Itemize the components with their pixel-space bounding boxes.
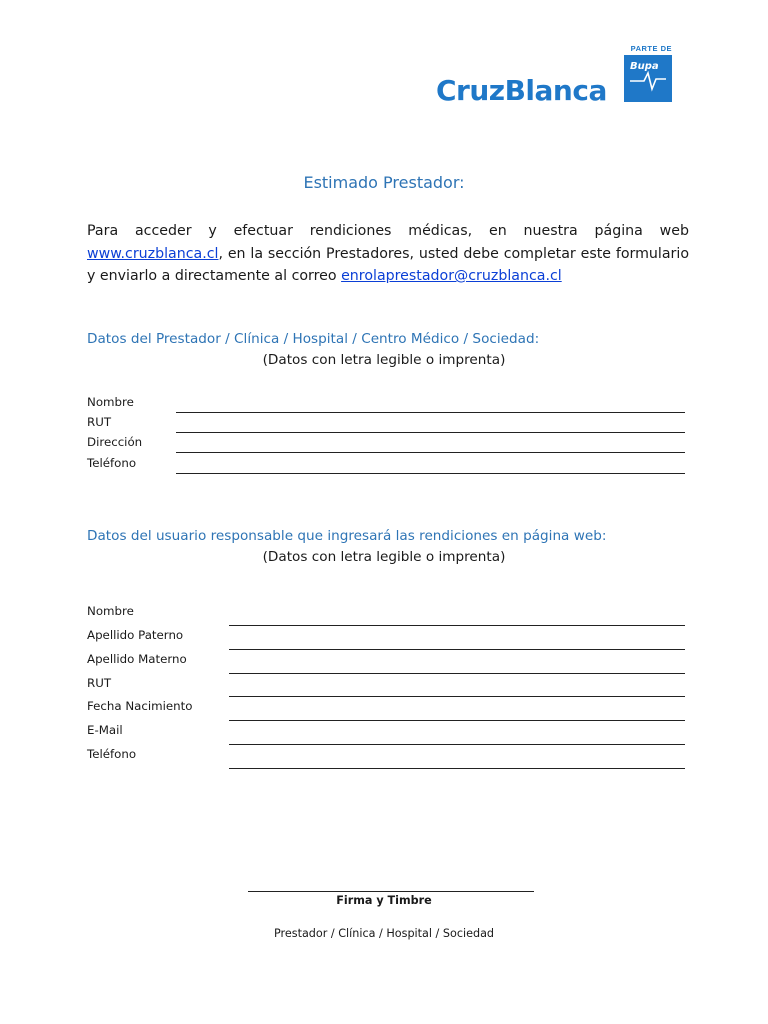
provider-address-label: Dirección <box>87 435 143 449</box>
intro-text-2: , en la sección Prestadores, usted debe completar este formulario y enviarlo a directamente al correo <box>87 245 689 284</box>
signature-label: Firma y Timbre <box>336 894 432 907</box>
provider-phone-label: Teléfono <box>87 456 137 470</box>
email-link[interactable]: enrolaprestador@cruzblanca.cl <box>341 268 562 284</box>
user-phone-label: Teléfono <box>87 747 137 761</box>
user-maternal-surname-field[interactable] <box>229 673 685 674</box>
section2-title: Datos del usuario responsable que ingresará las rendiciones en página web: <box>87 528 607 544</box>
user-email-label: E-Mail <box>87 723 123 737</box>
cruzblanca-logo <box>436 44 672 108</box>
heartbeat-icon <box>628 65 668 95</box>
user-name-field[interactable] <box>229 625 685 626</box>
user-birthdate-field[interactable] <box>229 720 685 721</box>
provider-rut-field[interactable] <box>176 432 685 433</box>
signature-sublabel: Prestador / Clínica / Hospital / Sociedad <box>273 927 495 940</box>
section2-subtitle: (Datos con letra legible o imprenta) <box>262 549 506 565</box>
provider-name-field[interactable] <box>176 412 685 413</box>
provider-name-label: Nombre <box>87 395 134 409</box>
user-paternal-surname-field[interactable] <box>229 649 685 650</box>
user-birthdate-label: Fecha Nacimiento <box>87 699 193 713</box>
user-paternal-surname-label: Apellido Paterno <box>87 628 184 642</box>
section1-title: Datos del Prestador / Clínica / Hospital / Centro Médico / Sociedad: <box>87 331 540 347</box>
bupa-logo-box <box>624 55 672 102</box>
user-name-label: Nombre <box>87 604 134 618</box>
logo-parent-brand: Bupa <box>630 61 659 72</box>
signature-line[interactable] <box>248 891 534 892</box>
user-email-field[interactable] <box>229 744 685 745</box>
intro-paragraph <box>87 220 689 288</box>
logo-parent-label: PARTE DE <box>630 44 672 53</box>
section1-subtitle: (Datos con letra legible o imprenta) <box>262 352 506 368</box>
logo-brand: CruzBlanca <box>436 74 607 107</box>
user-phone-field[interactable] <box>229 768 685 769</box>
page-title: Estimado Prestador: <box>303 173 465 192</box>
website-link[interactable]: www.cruzblanca.cl <box>87 245 219 262</box>
provider-rut-label: RUT <box>87 415 112 429</box>
intro-text-1: Para acceder y efectuar rendiciones médicas, en nuestra página web <box>87 223 689 239</box>
user-rut-field[interactable] <box>229 696 685 697</box>
provider-address-field[interactable] <box>176 452 685 453</box>
user-rut-label: RUT <box>87 676 112 690</box>
provider-phone-field[interactable] <box>176 473 685 474</box>
user-maternal-surname-label: Apellido Materno <box>87 652 187 666</box>
